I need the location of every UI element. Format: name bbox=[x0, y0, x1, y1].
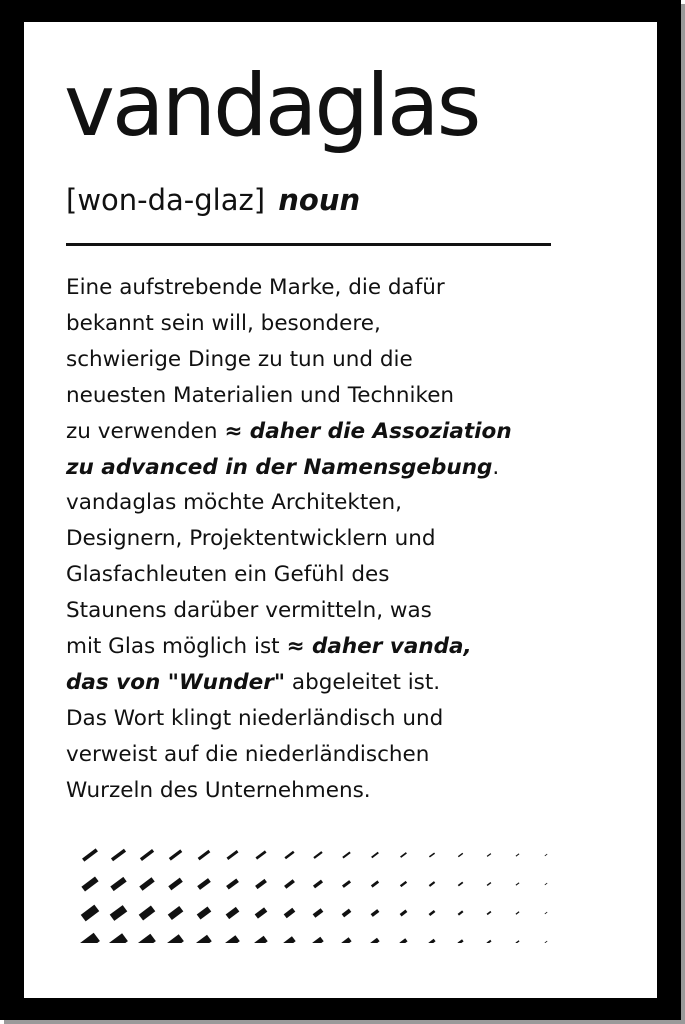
pattern-dash bbox=[285, 881, 294, 888]
pattern-dash bbox=[343, 939, 350, 943]
pattern-dash bbox=[83, 908, 97, 918]
pattern-dash bbox=[401, 940, 407, 943]
definition-line bbox=[66, 485, 556, 521]
pattern-dash bbox=[285, 910, 294, 917]
pattern-dash bbox=[314, 881, 322, 887]
text-segment: Staunens darüber vermitteln, was bbox=[66, 598, 432, 624]
text-segment: . bbox=[492, 454, 500, 480]
pattern-dash bbox=[314, 910, 322, 916]
definition-line bbox=[66, 629, 556, 665]
dash-pattern-decoration bbox=[64, 843, 564, 943]
pattern-dash bbox=[487, 883, 491, 886]
pattern-dash bbox=[516, 941, 519, 943]
pattern-dash bbox=[401, 853, 407, 857]
pattern-dash bbox=[516, 912, 519, 914]
text-segment: verweist auf die niederländischen bbox=[66, 741, 430, 767]
pattern-dash bbox=[141, 937, 153, 943]
pattern-dash bbox=[429, 853, 434, 857]
pattern-dash bbox=[227, 909, 237, 917]
pattern-dash bbox=[141, 850, 153, 859]
pattern-dash bbox=[199, 880, 210, 888]
divider-rule bbox=[66, 243, 551, 246]
pattern-dash bbox=[199, 851, 210, 859]
definition-line bbox=[66, 450, 556, 486]
emphasis-segment: das von "Wunder" bbox=[66, 669, 286, 695]
pattern-dash bbox=[141, 879, 153, 888]
emphasis-segment: ≈ daher die Assoziation bbox=[224, 418, 512, 444]
text-segment: bekannt sein will, besondere, bbox=[66, 310, 381, 336]
pattern-dash bbox=[227, 851, 237, 859]
pattern-dash bbox=[112, 879, 125, 889]
pattern-dash bbox=[516, 854, 519, 856]
pattern-dash bbox=[285, 939, 294, 943]
text-segment: Das Wort klingt niederländisch und bbox=[66, 705, 444, 731]
pattern-dash bbox=[141, 908, 153, 917]
pattern-dash bbox=[256, 910, 265, 917]
pronunciation: [won-da-glaz] bbox=[66, 183, 266, 217]
pattern-dash bbox=[372, 882, 379, 887]
pattern-dash bbox=[227, 938, 237, 943]
pattern-dash bbox=[343, 881, 350, 886]
definition-text bbox=[66, 270, 556, 809]
text-segment: Wurzeln des Unternehmens. bbox=[66, 777, 371, 803]
definition-line bbox=[66, 521, 556, 557]
pattern-dash bbox=[83, 879, 97, 889]
pattern-dash bbox=[372, 940, 379, 944]
text-segment: vandaglas möchte Architekten, bbox=[66, 490, 402, 516]
pattern-dash bbox=[83, 937, 97, 943]
definition-line bbox=[66, 378, 556, 414]
pattern-dash bbox=[112, 937, 125, 943]
pattern-dash bbox=[285, 852, 294, 859]
pattern-dash bbox=[458, 911, 463, 914]
pattern-dash bbox=[199, 909, 210, 917]
pattern-dash bbox=[545, 912, 547, 914]
pattern-dash bbox=[458, 853, 463, 856]
definition-line bbox=[66, 737, 556, 773]
definition-line bbox=[66, 593, 556, 629]
text-segment: zu verwenden bbox=[66, 418, 225, 444]
pattern-dash bbox=[199, 938, 210, 943]
pattern-dash bbox=[83, 850, 97, 860]
pattern-dash bbox=[112, 908, 125, 918]
emphasis-segment: zu advanced in der Namensgebung bbox=[66, 454, 493, 480]
pattern-dash bbox=[545, 941, 547, 943]
pattern-dash bbox=[516, 883, 519, 885]
text-segment: abgeleitet ist. bbox=[285, 669, 441, 695]
text-segment: schwierige Dinge zu tun und die bbox=[66, 346, 413, 372]
pattern-dash bbox=[401, 911, 407, 915]
definition-line bbox=[66, 557, 556, 593]
pattern-dash bbox=[256, 939, 265, 944]
text-segment: Eine aufstrebende Marke, die dafür bbox=[66, 275, 445, 300]
pattern-dash bbox=[487, 941, 491, 943]
pattern-dash bbox=[372, 853, 379, 858]
pattern-dash bbox=[372, 911, 379, 916]
pattern-dash bbox=[170, 938, 182, 943]
pattern-dash bbox=[343, 852, 350, 857]
pattern-dash bbox=[314, 939, 322, 943]
pattern-dash bbox=[429, 882, 434, 886]
pattern-dash bbox=[256, 881, 265, 888]
pattern-dash bbox=[256, 852, 265, 859]
definition-line bbox=[66, 414, 556, 450]
pattern-dash bbox=[545, 883, 547, 885]
pattern-dash bbox=[458, 940, 463, 943]
definition-line bbox=[66, 270, 556, 306]
pattern-dash bbox=[487, 854, 491, 857]
pattern-dash bbox=[227, 880, 237, 888]
pattern-dash bbox=[170, 851, 182, 860]
pattern-dash bbox=[170, 880, 182, 889]
definition-line bbox=[66, 306, 556, 342]
text-segment: neuesten Materialien und Techniken bbox=[66, 382, 455, 408]
definition-line bbox=[66, 665, 556, 701]
pattern-dash bbox=[170, 909, 182, 918]
definition-line bbox=[66, 342, 556, 378]
pattern-dash bbox=[401, 882, 407, 886]
pattern-dash bbox=[458, 882, 463, 885]
text-segment: Designern, Projektentwicklern und bbox=[66, 526, 436, 552]
text-segment: Glasfachleuten ein Gefühl des bbox=[66, 562, 390, 588]
definition-line bbox=[66, 701, 556, 737]
pattern-dash bbox=[429, 911, 434, 915]
emphasis-segment: ≈ daher vanda, bbox=[286, 634, 472, 660]
pattern-dash bbox=[545, 854, 547, 856]
pattern-dash bbox=[429, 940, 434, 943]
pattern-dash bbox=[487, 912, 491, 915]
pronunciation-line bbox=[66, 180, 360, 220]
pattern-dash bbox=[343, 910, 350, 915]
headword: vandaglas bbox=[64, 56, 479, 156]
part-of-speech: noun bbox=[278, 183, 361, 217]
pattern-dash bbox=[314, 852, 322, 858]
definition-line bbox=[66, 773, 556, 809]
pattern-dash bbox=[112, 850, 125, 860]
text-segment: mit Glas möglich ist bbox=[66, 634, 287, 660]
